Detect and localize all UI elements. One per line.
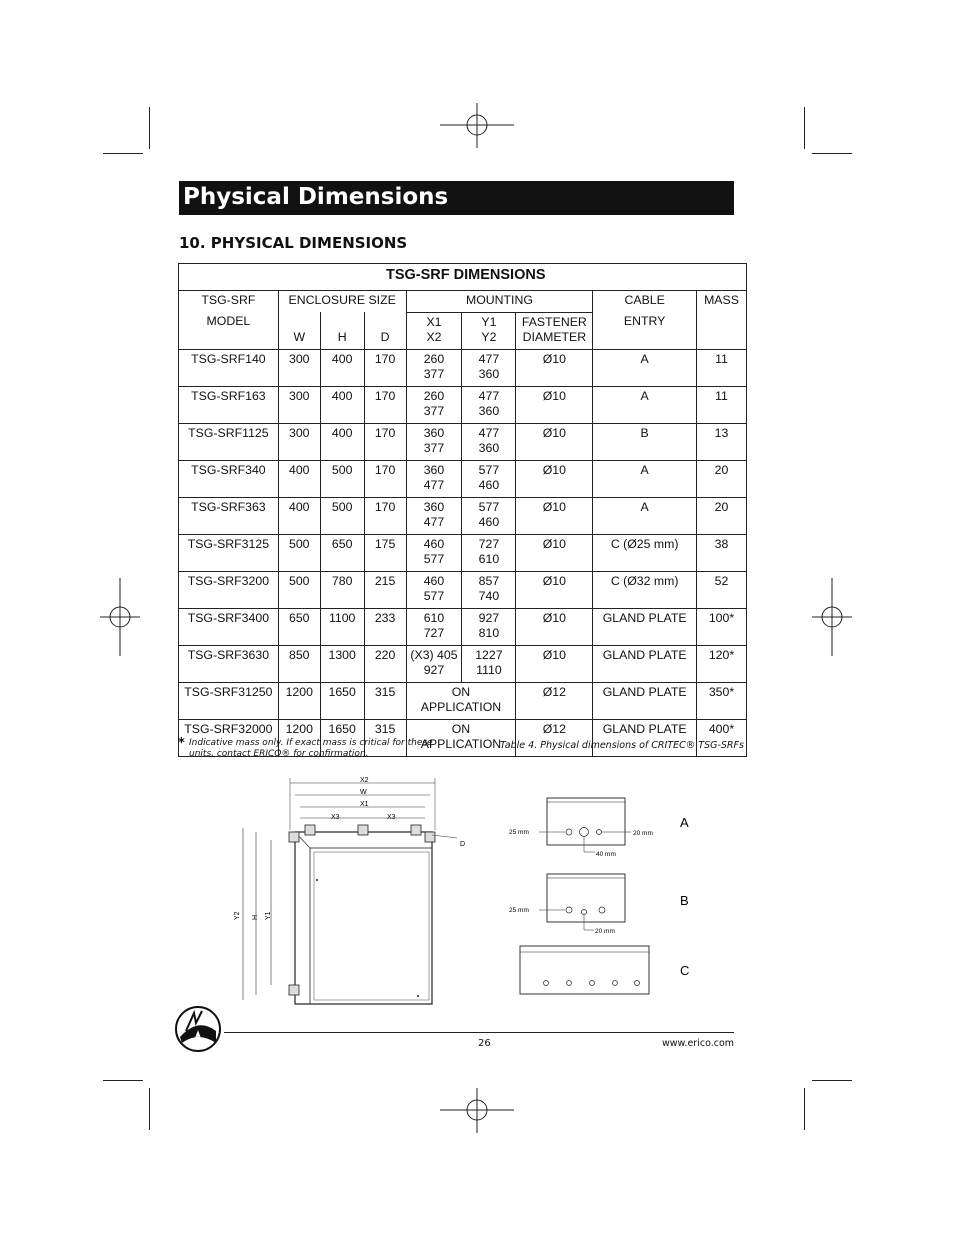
- cell: [320, 608, 364, 645]
- cell-fastener: Ø10: [542, 425, 566, 440]
- cell: [462, 349, 516, 386]
- cell-x2: 927: [423, 663, 445, 677]
- cell: [516, 645, 593, 682]
- cell-x2: 577: [423, 552, 445, 566]
- banner-title: Physical Dimensions: [183, 184, 449, 210]
- cell: [364, 423, 406, 460]
- cell-mass: 13: [714, 425, 729, 440]
- footnote-star: *: [178, 736, 185, 751]
- cell-h: 1100: [328, 610, 356, 625]
- cell: [593, 386, 697, 423]
- cell-mass: 350*: [708, 684, 735, 699]
- a-bottom-label: 40 mm: [596, 851, 616, 858]
- table-row: [179, 645, 747, 682]
- cell: [516, 682, 593, 719]
- cell: [320, 349, 364, 386]
- cell-y1: 857: [478, 573, 500, 588]
- header-model: TSG-SRF: [179, 291, 279, 313]
- cell-fastener: Ø10: [542, 536, 566, 551]
- cell: [696, 534, 746, 571]
- cell: [696, 682, 746, 719]
- cell: [364, 349, 406, 386]
- cell-y1: 577: [478, 462, 500, 477]
- crop-mark: [804, 1088, 805, 1130]
- header-h: H: [320, 312, 364, 349]
- cell-mount-1: ON: [451, 721, 471, 736]
- header-x1x2: [406, 312, 462, 349]
- cell: [516, 386, 593, 423]
- cell: [516, 423, 593, 460]
- cell: [696, 571, 746, 608]
- cell-x1: 610: [423, 610, 445, 625]
- registration-mark-left: [100, 578, 140, 656]
- section-title: 10. PHYSICAL DIMENSIONS: [179, 234, 408, 252]
- cell-mass: 11: [715, 388, 728, 403]
- cell-h: 400: [331, 351, 353, 366]
- cell-d: 220: [374, 647, 396, 662]
- header-mounting: MOUNTING: [406, 291, 593, 313]
- header-cable-2: ENTRY: [593, 312, 697, 349]
- cell: [462, 423, 516, 460]
- cell-w: 500: [288, 536, 310, 551]
- cell: [516, 571, 593, 608]
- cell: [593, 349, 697, 386]
- cell-mass: 100*: [708, 610, 735, 625]
- option-c-letter: C: [680, 963, 690, 978]
- erico-logo: [172, 1003, 224, 1055]
- cell: [406, 349, 462, 386]
- cell: [462, 645, 516, 682]
- cell: [406, 534, 462, 571]
- table-row: [179, 497, 747, 534]
- header-fastener-2: DIAMETER: [522, 330, 587, 344]
- header-model-2: MODEL: [179, 312, 279, 349]
- cell: [696, 645, 746, 682]
- cell: [406, 497, 462, 534]
- header-mass-2: [696, 312, 746, 349]
- cell-model: TSG-SRF32000: [184, 721, 273, 736]
- cell-y1: 477: [478, 388, 500, 403]
- cell-w: 650: [288, 610, 310, 625]
- label-x1: X1: [360, 801, 369, 808]
- cell-x1: 260: [423, 388, 445, 403]
- cell: [516, 534, 593, 571]
- cell-d: 170: [374, 425, 396, 440]
- cell: [179, 386, 279, 423]
- cell: [696, 460, 746, 497]
- cell-mass: 20: [714, 499, 729, 514]
- cell: [696, 608, 746, 645]
- cell: [179, 349, 279, 386]
- cell: [320, 645, 364, 682]
- enclosure-drawing: [225, 770, 485, 1020]
- cell-y1: 477: [478, 351, 500, 366]
- cell: [406, 571, 462, 608]
- cell: [364, 497, 406, 534]
- cell-fastener: Ø12: [542, 721, 566, 736]
- cell-y2: 1110: [476, 663, 502, 677]
- cell: [462, 386, 516, 423]
- cell-d: 170: [374, 462, 396, 477]
- cell-x1: 360: [423, 425, 445, 440]
- table-row: [179, 608, 747, 645]
- cell: [462, 460, 516, 497]
- cell-w: 1200: [285, 721, 313, 736]
- cell-y1: 577: [478, 499, 500, 514]
- cell-h: 650: [331, 536, 353, 551]
- cell: [278, 386, 320, 423]
- crop-mark: [103, 153, 143, 154]
- cell-model: TSG-SRF3200: [187, 573, 270, 588]
- cell-y2: 610: [478, 552, 500, 566]
- cell: [364, 386, 406, 423]
- option-b-letter: B: [680, 893, 689, 908]
- cell-model: TSG-SRF31250: [184, 684, 273, 699]
- header-d: D: [364, 312, 406, 349]
- cell-d: 170: [374, 351, 396, 366]
- cell-x1: (X3) 405: [410, 647, 458, 662]
- cell-fastener: Ø10: [542, 351, 566, 366]
- cell: [179, 534, 279, 571]
- crop-mark: [812, 1080, 852, 1081]
- cell: [320, 497, 364, 534]
- cell-x1: 260: [423, 351, 445, 366]
- cell-model: TSG-SRF140: [191, 351, 266, 366]
- cell-cable: GLAND PLATE: [602, 647, 687, 662]
- cell-cable: C (Ø25 mm): [610, 536, 679, 551]
- cell: [364, 460, 406, 497]
- cell: [593, 645, 697, 682]
- cell-w: 300: [288, 388, 310, 403]
- cell-y1: 727: [478, 536, 500, 551]
- footer-rule: [224, 1032, 734, 1033]
- cell-h: 1300: [328, 647, 356, 662]
- footer-url: www.erico.com: [662, 1038, 735, 1049]
- cell: [278, 571, 320, 608]
- cell-cable: GLAND PLATE: [602, 721, 687, 736]
- cell-h: 500: [331, 499, 353, 514]
- cell-model: TSG-SRF363: [191, 499, 266, 514]
- cell: [696, 423, 746, 460]
- cell: [406, 645, 462, 682]
- cell-y1: 477: [478, 425, 500, 440]
- cell-w: 400: [288, 462, 310, 477]
- cell-cable: GLAND PLATE: [602, 684, 687, 699]
- cell-h: 780: [331, 573, 353, 588]
- cell: [406, 608, 462, 645]
- cell-mount-2: APPLICATION: [420, 737, 502, 751]
- cell-mass: 400*: [708, 721, 735, 736]
- cell: [406, 682, 516, 719]
- cell-model: TSG-SRF3125: [187, 536, 270, 551]
- cell-cable: A: [640, 499, 649, 514]
- label-d: D: [460, 841, 466, 848]
- header-fastener-1: FASTENER: [521, 314, 587, 329]
- header-y1y2: [462, 312, 516, 349]
- registration-mark-top: [440, 100, 516, 150]
- table-row: [179, 386, 747, 423]
- cell: [406, 460, 462, 497]
- cell: [278, 460, 320, 497]
- cell-x1: 460: [423, 536, 445, 551]
- table-caption: Table 4. Physical dimensions of CRITEC® TSG-SRFs: [500, 740, 744, 751]
- cell: [364, 571, 406, 608]
- cell-x2: 377: [423, 441, 445, 455]
- cell-mount-1: ON: [451, 684, 471, 699]
- cell: [593, 682, 697, 719]
- cell-h: 400: [331, 425, 353, 440]
- cell-model: TSG-SRF340: [191, 462, 266, 477]
- cell-mass: 38: [714, 536, 729, 551]
- cell-x2: 477: [423, 478, 445, 492]
- cell: [278, 349, 320, 386]
- cell-x2: 577: [423, 589, 445, 603]
- registration-mark-right: [812, 578, 852, 656]
- cell-w: 400: [288, 499, 310, 514]
- page-banner: [179, 181, 734, 215]
- label-y2: Y2: [234, 911, 241, 920]
- cell-y2: 460: [478, 478, 500, 492]
- cell-cable: C (Ø32 mm): [610, 573, 679, 588]
- cell: [593, 571, 697, 608]
- table-row: [179, 460, 747, 497]
- crop-mark: [149, 1088, 150, 1130]
- cell-model: TSG-SRF1125: [188, 425, 269, 440]
- cell-cable: A: [640, 462, 649, 477]
- cell: [179, 571, 279, 608]
- cell: [278, 645, 320, 682]
- cell-w: 500: [288, 573, 310, 588]
- header-x2: X2: [426, 330, 442, 344]
- cell: [364, 682, 406, 719]
- label-x2: X2: [360, 777, 369, 784]
- cell-d: 170: [374, 499, 396, 514]
- cell-y2: 360: [478, 404, 500, 418]
- cell-y1: 1227: [475, 647, 503, 662]
- header-w: W: [278, 312, 320, 349]
- label-y1: Y1: [265, 911, 272, 920]
- cell: [364, 608, 406, 645]
- crop-mark: [804, 107, 805, 149]
- label-w: W: [360, 789, 367, 796]
- a-right-label: 20 mm: [633, 830, 653, 837]
- header-x1: X1: [426, 314, 442, 329]
- cell-mass: 120*: [708, 647, 735, 662]
- cell-h: 1650: [328, 721, 356, 736]
- cell: [179, 497, 279, 534]
- cell-fastener: Ø10: [542, 647, 566, 662]
- cell-y2: 740: [478, 589, 500, 603]
- cell: [593, 608, 697, 645]
- cell-y2: 360: [478, 441, 500, 455]
- table-row: [179, 534, 747, 571]
- cell: [593, 460, 697, 497]
- b-bottom-label: 20 mm: [595, 928, 615, 935]
- footnote-text: Indicative mass only. If exact mass is critical for these units, contact ERICO® for confirmation.: [189, 738, 433, 759]
- cell-x2: 377: [423, 367, 445, 381]
- cell-model: TSG-SRF3400: [187, 610, 270, 625]
- cell-fastener: Ø10: [542, 388, 566, 403]
- cell-fastener: Ø10: [542, 499, 566, 514]
- cell: [406, 386, 462, 423]
- cell: [406, 423, 462, 460]
- cell: [462, 608, 516, 645]
- crop-mark: [149, 107, 150, 149]
- cell: [364, 534, 406, 571]
- gland-options-drawing: [505, 790, 705, 1005]
- cell-x2: 727: [423, 626, 445, 640]
- cell-x2: 377: [423, 404, 445, 418]
- cell: [593, 423, 697, 460]
- cell-cable: A: [640, 351, 649, 366]
- cell: [320, 571, 364, 608]
- cell-x1: 460: [423, 573, 445, 588]
- cell: [278, 497, 320, 534]
- label-x3-left: X3: [331, 814, 340, 821]
- cell: [179, 682, 279, 719]
- cell: [278, 423, 320, 460]
- cell-x1: 360: [423, 462, 445, 477]
- cell-y1: 927: [478, 610, 500, 625]
- b-left-label: 25 mm: [509, 907, 529, 914]
- cell: [462, 534, 516, 571]
- dimensions-table: [178, 263, 747, 757]
- table-row: [179, 349, 747, 386]
- header-enclosure-size: ENCLOSURE SIZE: [278, 291, 406, 313]
- header-y2: Y2: [481, 330, 497, 344]
- cell: [516, 460, 593, 497]
- cell: [278, 682, 320, 719]
- a-left-label: 25 mm: [509, 829, 529, 836]
- crop-mark: [812, 153, 852, 154]
- cell: [696, 349, 746, 386]
- cell: [696, 386, 746, 423]
- cell: [179, 423, 279, 460]
- cell: [593, 534, 697, 571]
- cell-x2: 477: [423, 515, 445, 529]
- header-cable: CABLE: [593, 291, 697, 313]
- cell-y2: 460: [478, 515, 500, 529]
- cell-model: TSG-SRF3630: [187, 647, 270, 662]
- option-a-letter: A: [680, 815, 689, 830]
- cell-cable: A: [640, 388, 649, 403]
- header-y1: Y1: [481, 314, 497, 329]
- cell-model: TSG-SRF163: [191, 388, 266, 403]
- cell-w: 850: [288, 647, 310, 662]
- cell: [320, 534, 364, 571]
- cell: [179, 460, 279, 497]
- cell-y2: 810: [478, 626, 500, 640]
- table-row: [179, 423, 747, 460]
- cell: [278, 608, 320, 645]
- cell-d: 170: [374, 388, 396, 403]
- cell-mount-2: APPLICATION: [420, 700, 502, 714]
- cell: [696, 497, 746, 534]
- table-title: TSG-SRF DIMENSIONS: [179, 264, 747, 291]
- cell-h: 500: [331, 462, 353, 477]
- cell-mass: 20: [714, 462, 729, 477]
- cell-cable: B: [640, 425, 649, 440]
- cell: [593, 497, 697, 534]
- cell: [516, 497, 593, 534]
- label-x3-right: X3: [387, 814, 396, 821]
- cell: [320, 386, 364, 423]
- cell-d: 315: [374, 721, 396, 736]
- cell: [320, 460, 364, 497]
- cell-fastener: Ø10: [542, 573, 566, 588]
- header-fastener: [516, 312, 593, 349]
- cell-fastener: Ø10: [542, 610, 566, 625]
- registration-mark-bottom: [440, 1085, 516, 1135]
- cell: [462, 571, 516, 608]
- cell-mass: 52: [714, 573, 729, 588]
- cell-h: 400: [331, 388, 353, 403]
- cell-mass: 11: [715, 351, 728, 366]
- cell-w: 1200: [285, 684, 313, 699]
- cell-fastener: Ø12: [542, 684, 566, 699]
- footnote: [178, 738, 438, 760]
- cell-w: 300: [288, 425, 310, 440]
- cell-w: 300: [288, 351, 310, 366]
- cell: [516, 349, 593, 386]
- cell: [179, 645, 279, 682]
- page-number: 26: [478, 1038, 491, 1049]
- cell: [516, 608, 593, 645]
- cell-fastener: Ø10: [542, 462, 566, 477]
- cell: [179, 608, 279, 645]
- cell: [462, 497, 516, 534]
- table-row: [179, 682, 747, 719]
- cell: [364, 645, 406, 682]
- cell-x1: 360: [423, 499, 445, 514]
- cell-d: 175: [374, 536, 396, 551]
- cell: [320, 423, 364, 460]
- cell-y2: 360: [478, 367, 500, 381]
- crop-mark: [103, 1080, 143, 1081]
- table-row: [179, 571, 747, 608]
- cell-d: 315: [374, 684, 396, 699]
- cell-h: 1650: [328, 684, 356, 699]
- cell: [278, 534, 320, 571]
- cell: [320, 682, 364, 719]
- label-h: H: [252, 914, 259, 920]
- cell-d: 233: [374, 610, 396, 625]
- cell-cable: GLAND PLATE: [602, 610, 687, 625]
- header-mass: MASS: [696, 291, 746, 313]
- cell-d: 215: [374, 573, 396, 588]
